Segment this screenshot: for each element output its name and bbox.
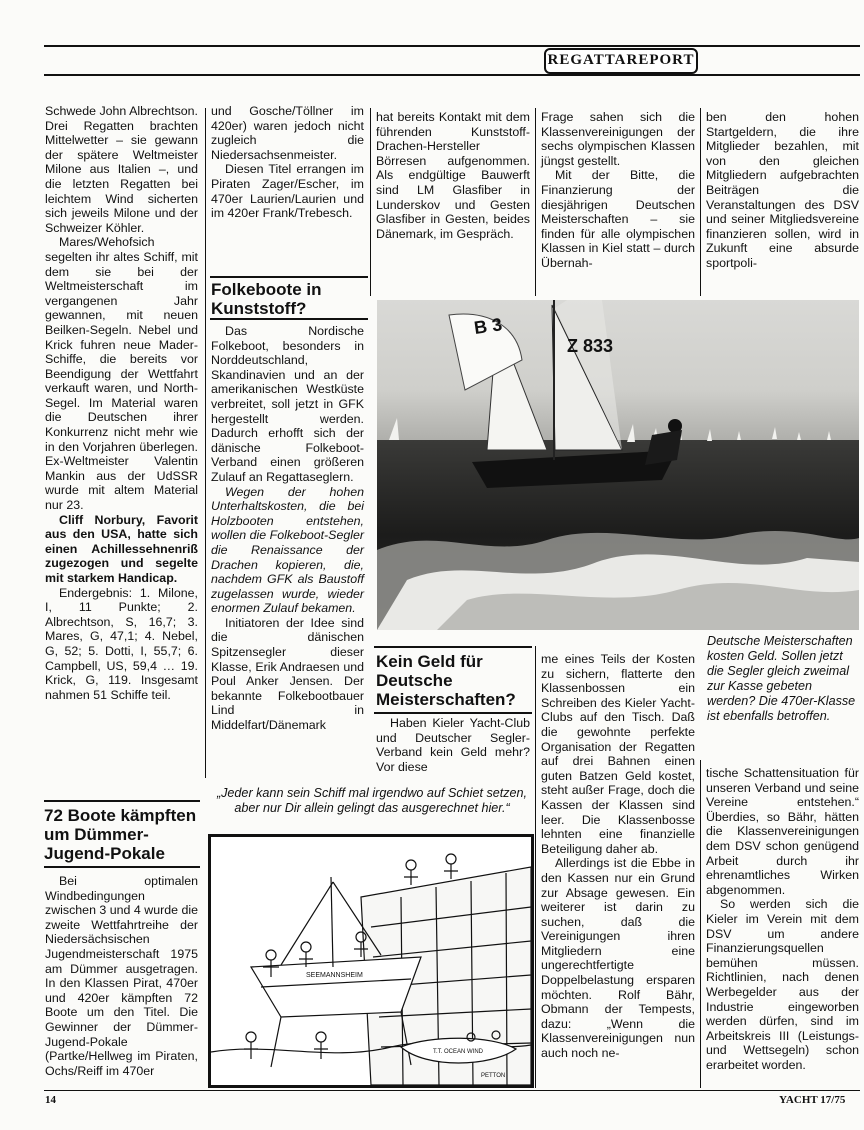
column-4-text <box>541 110 695 271</box>
column-5b-text <box>706 766 859 1072</box>
column-rule-4 <box>700 108 701 296</box>
paragraph: So werden sich die Kieler im Verein mit dem DSV um andere Finanzierungsquellen bemühen müssen. Richtlinien, nach denen Werbegelder aus der Industrie eingeworben werden dürfen, sind im Arbeitskreis III (Leistungs- und Wettsegeln) schon erarbeitet worden. <box>706 897 859 1072</box>
paragraph: und Gosche/Töllner im 420er) waren jedoch nicht zugleich die Niedersachsenmeister. <box>211 104 364 162</box>
headline-folkeboote: Folkeboote in Kunststoff? <box>211 280 322 318</box>
cartoon-dinghy-text: T.T. OCEAN WIND <box>433 1049 484 1055</box>
header-rule <box>44 74 860 76</box>
bow-number: B 3 <box>472 314 504 338</box>
column-rule-2 <box>370 108 371 296</box>
cartoon-hull-text: SEEMANNSHEIM <box>306 972 363 979</box>
sail-number: Z 833 <box>567 336 614 356</box>
column-rule-6 <box>700 760 701 1088</box>
headline-rule <box>210 276 368 278</box>
paragraph: Allerdings ist die Ebbe in den Kassen nur ein Grund zur Absage gewesen. Ein weiterer ist darin zu suchen, daß die Vereinigungen ihren Mitgliedern eine ungerechtfertigte Doppelbelastung ersparen möchten. Rolf Bähr, Obmann der Tempests, dazu: „Wenn die Klassenvereinigungen nun auch noch ne- <box>541 856 695 1061</box>
paragraph: me eines Teils der Kosten zu sichern, flatterte den Klassenbossen ein Schreiben des Kieler Yacht-Clubs auf den Tisch. Daß die gewohnte perfekte Organisation der Regatten auf drei Bahnen einen guten Batzen Geld kostet, steht außer Frage, doch die Kassen der Klassen sind leer. Die Klassenbosse lehnten eine finanzielle Beteiligung daher ab. <box>541 652 695 856</box>
paragraph: Initiatoren der Idee sind die dänischen Spitzensegler dieser Klasse, Erik Andraesen und Poul Anker Jensen. Der bekannte Folkebootbauer Lind in Middelfart/Dänemark <box>211 615 364 733</box>
sailing-photo <box>377 300 859 630</box>
cartoon-frame <box>208 834 534 1088</box>
column-rule-1 <box>205 108 206 778</box>
paragraph: Endergebnis: 1. Milone, I, 11 Punkte; 2. Albrechtson, S, 16,7; 3. Mares, G, 47,1; 4. Nebel, G, 52; 5. Dotti, I, 55,7; 6. Campbell, US, 59,4 … 19. Krick, G, 119. Insgesamt nahmen 51 Schiffe teil. <box>45 585 198 702</box>
paragraph: Cliff Norbury, Favorit aus den USA, hatte sich einen Achillessehnenriß zugezogen und segelte mit starkem Handicap. <box>45 512 198 585</box>
headline-rule <box>210 318 368 320</box>
paragraph: Haben Kieler Yacht-Club und Deutscher Segler-Verband kein Geld mehr? Vor diese <box>376 716 530 774</box>
cartoon-caption: „Jeder kann sein Schiff mal irgendwo auf Schiet setzen, aber nur Dir allein gelingt das ausgerechnet hier.“ <box>216 786 528 815</box>
paragraph: Bei optimalen Windbedingungen zwischen 3 und 4 wurde die zweite Wettfahrtreihe der Niedersächsischen Jugendmeisterschaft 1975 am Dümmer ausgetragen. In den Klassen Pirat, 470er und 420er kämpften 72 Boote um den Titel. Die Gewinner der Dümmer-Jugend-Pokale (Partke/Hellweg im Piraten, Ochs/Reiff im 470er <box>45 874 198 1078</box>
paragraph: hat bereits Kontakt mit dem führenden Kunststoff-Drachen-Hersteller Börresen aufgenommen. Als endgültige Bauwerft sind LM Glasfiber in Lunderskov und Gesten Glasfiber in Gesten, beides Dänemark, im Gespräch. <box>376 110 530 241</box>
column-rule-3 <box>535 108 536 296</box>
column-3-text <box>376 110 530 241</box>
paragraph: Das Nordische Folkeboot, besonders in Norddeutschland, Skandinavien und an der amerikanischen Westküste verbreitet, soll jetzt in GFK hergestellt werden. Dadurch erhofft sich der dänische Folkeboot-Verband einen größeren Zulauf an Regattaseglern. <box>211 324 364 484</box>
photo-caption: Deutsche Meisterschaften kosten Geld. Sollen jetzt die Segler gleich zweimal zur Kasse gebeten werden? Die 470er-Klasse ist ebenfalls betroffen. <box>707 634 856 723</box>
cartoon-drawing <box>211 837 531 1085</box>
paragraph: tische Schattensituation für unseren Verband und seine Vereine entstehen.“ Überdies, so Bähr, hätten die Klassenvereinigungen dem DSV schon genügend Arbeit durch ihr ehrenamtliches Wirken abgenommen. <box>706 766 859 897</box>
cartoon-signature: PETTON <box>481 1073 506 1079</box>
paragraph: Schwede John Albrechtson. Drei Regatten brachten Mittelwetter – sie gewann der spätere Weltmeister Milone aus Italien –, und die letzten Regatten bei leichtem Wind sicherten sich jeweils Milone und der Schweizer Köhler. <box>45 104 198 235</box>
section-badge: REGATTAREPORT <box>544 48 698 74</box>
headline-rule <box>44 866 200 868</box>
headline-rule <box>44 800 200 802</box>
article-folkeboote <box>211 280 364 318</box>
column-rule-5 <box>535 646 536 1088</box>
page-number: 14 <box>45 1094 56 1106</box>
paragraph: Frage sahen sich die Klassenvereinigungen der sechs olympischen Klassen jüngst gestellt. <box>541 110 695 168</box>
duemmer-text <box>45 874 198 1078</box>
headline-duemmer: 72 Boote kämpften um Dümmer-Jugend-Pokale <box>44 806 197 863</box>
column-4b-text <box>541 652 695 1061</box>
top-rule <box>44 45 860 47</box>
column-1-text <box>45 104 198 702</box>
paragraph: Diesen Titel errangen im Piraten Zager/Escher, im 470er Laurien/Laurien und im 420er Frank/Trebesch. <box>211 162 364 221</box>
article-duemmer <box>44 806 200 863</box>
geld-text <box>376 716 530 774</box>
column-5-text <box>706 110 859 271</box>
headline-rule <box>374 646 532 648</box>
magazine-issue: YACHT 17/75 <box>779 1094 846 1106</box>
headline-geld: Kein Geld für Deutsche Meisterschaften? <box>376 652 516 709</box>
article-geld <box>376 652 532 709</box>
folkeboote-text <box>211 324 364 733</box>
paragraph: Mares/Wehofsich segelten ihr altes Schiff, mit dem sie bei der Weltmeisterschaft im vergangenen Jahr gewannen, mit neuen Beilken-Segeln. Nebel und Krick fuhren neue Mader-Schiffe, die bereits vor Beendigung der Wettfahrt verkauft waren, und North-Segel. Im Material waren die Deutschen ihrer Konkurrenz nicht mehr wie in den Vorjahren überlegen. Ex-Weltmeister Valentin Mankin aus der UdSSR wurde mit altem Material nur 23. <box>45 235 198 513</box>
paragraph: ben den hohen Startgeldern, die ihre Mitglieder bezahlen, mit von den gleichen Mitgliedern aufgebrachten Beiträgen die Veranstaltungen des DSV und seiner Mitgliedsvereine finanzieren sollen, wird in Zukunft eine absurde sportpoli- <box>706 110 859 270</box>
footer-rule <box>44 1090 860 1091</box>
column-2-text <box>211 104 364 221</box>
headline-rule <box>374 712 532 714</box>
sailing-photo-image <box>377 300 859 630</box>
paragraph: Mit der Bitte, die Finanzierung der diesjährigen Deutschen Meisterschaften – sie finden für alle olympischen Klassen in Kiel statt – durch Übernah- <box>541 168 695 270</box>
paragraph: Wegen der hohen Unterhaltskosten, die bei Holzbooten entstehen, wollen die Folkeboot-Segler die Renaissance der Drachen kopieren, die, nachdem GFK als Baustoff zugelassen wurde, wieder enormen Zulauf bekamen. <box>211 484 364 616</box>
